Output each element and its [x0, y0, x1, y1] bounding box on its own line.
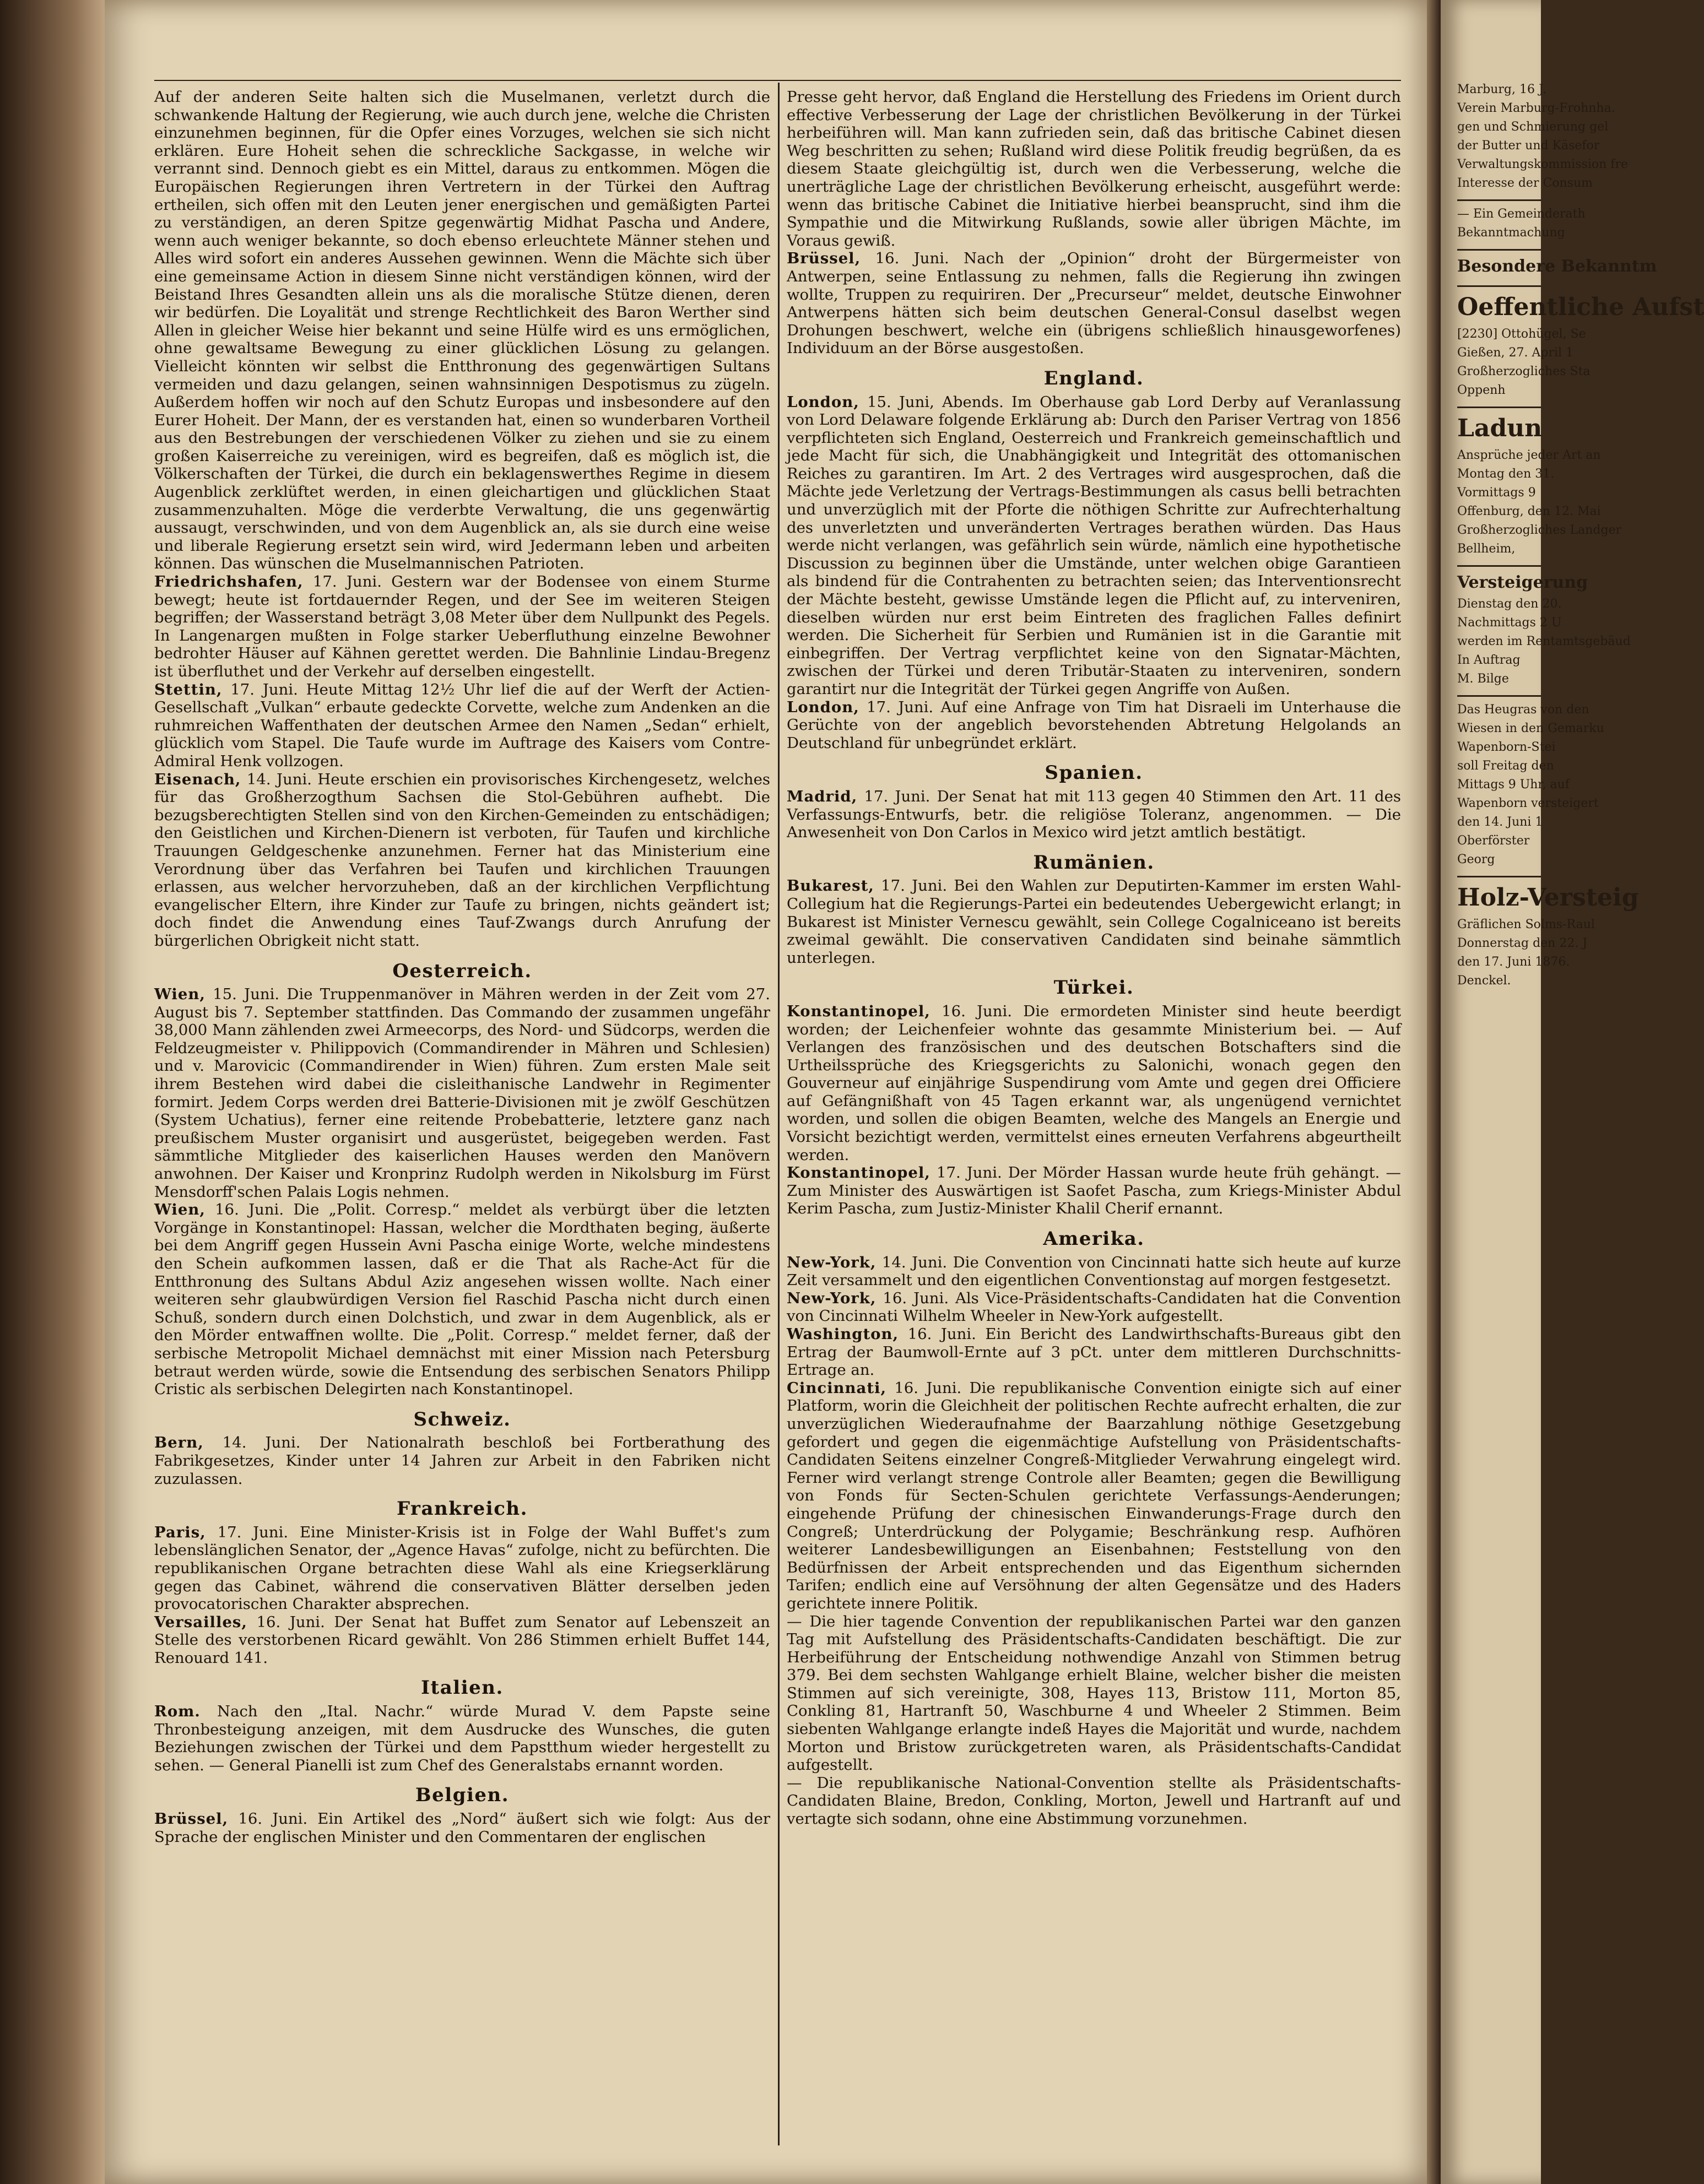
article-paragraph [787, 1164, 1401, 1218]
adjacent-text: Holz-Versteig [1457, 884, 1639, 912]
adjacent-text: Großherzogliches Landger [1457, 523, 1622, 537]
adjacent-text: soll Freitag den [1457, 759, 1554, 773]
adjacent-text: Das Heugras von den [1457, 703, 1589, 717]
dateline: Versailles, [154, 1613, 247, 1631]
article-paragraph [787, 788, 1401, 842]
adjacent-text: Donnerstag den 22. J [1457, 936, 1588, 950]
section-heading: Spanien. [1045, 762, 1143, 784]
adjacent-line [1441, 936, 1588, 950]
adjacent-line [1441, 740, 1556, 754]
article-text: 16. Juni. Als Vice-Präsidentschafts-Candidaten hat die Convention von Cincinnati Wilhelm Wheeler in New-York aufgestellt. [787, 1289, 1401, 1325]
adjacent-text: In Auftrag [1457, 653, 1521, 667]
adjacent-rule [1441, 245, 1541, 255]
article-text: 16. Juni. Nach der „Opinion“ droht der Bürgermeister von Antwerpen, seine Entlassung zu nehmen, falls die Regierung ihn zwingen wollte, Truppen zu requiriren. Der „Precurseur“ meldet, deutsche Einwohner Antwerpens hätten sich beim deutschen General-Consul daselbst wegen Drohungen beschwert, welche ein (übrigens schließlich hinausgeworfenes) Individuum an der Börse ausgestoßen. [787, 250, 1401, 357]
dateline: Konstantinopel, [787, 1002, 931, 1020]
adjacent-text: werden im Rentamtsgebäud [1457, 635, 1631, 648]
dateline: Eisenach, [154, 770, 241, 788]
dateline: Rom. [154, 1703, 201, 1721]
adjacent-line [1441, 176, 1593, 190]
section-heading: Schweiz. [413, 1408, 511, 1430]
dateline: Brüssel, [787, 250, 861, 268]
adjacent-line [1441, 448, 1601, 462]
adjacent-line [1441, 573, 1588, 593]
adjacent-line [1441, 918, 1595, 931]
adjacent-line [1441, 365, 1591, 378]
adjacent-rule [1441, 691, 1541, 701]
adjacent-line [1441, 722, 1604, 735]
adjacent-line [1441, 616, 1562, 630]
adjacent-text: Gräflichen Solms-Raul [1457, 918, 1595, 931]
adjacent-text: gen und Schmierung gel [1457, 120, 1609, 134]
top-rule [154, 80, 1401, 81]
adjacent-text: Interesse der Consum [1457, 176, 1593, 190]
dateline: Konstantinopel, [787, 1164, 931, 1182]
adjacent-line [1441, 158, 1628, 171]
adjacent-line [1441, 759, 1554, 773]
adjacent-line [1441, 884, 1639, 912]
article-paragraph [787, 1289, 1401, 1325]
adjacent-line [1441, 139, 1600, 153]
article-text: Presse geht hervor, daß England die Herstellung des Friedens im Orient durch effective Verbesserung der Lage der christlichen Bevölkerung in der Türkei herbeiführen will. Man kann zufrieden sein, daß das britische Cabinet diesen Weg beschritten zu sehen; Rußland wird diese Politik freudig begrüßen, da es diesem Staate gleichgültig ist, durch wen die Verbesserung, welche die unerträgliche Lage der christlichen Bevölkerung erheischt, ausgeführt werde: wenn das britische Cabinet die Initiative hierbei beansprucht, sind ihm die Sympathie und die Mitwirkung Rußlands, sowie aller übrigen Mächte, im Voraus gewiß. [787, 88, 1401, 250]
adjacent-text: Verein Marburg-Frohnha. [1457, 101, 1615, 115]
adjacent-text: Versteigerung [1457, 573, 1588, 592]
adjacent-line [1441, 853, 1541, 866]
article-paragraph [154, 573, 770, 681]
dateline: Bern, [154, 1434, 204, 1452]
adjacent-text: Montag den 31. [1457, 467, 1555, 481]
article-text: 17. Juni. Gestern war der Bodensee von einem Sturme bewegt; heute ist fortdauernder Regen, und der See im weiteren Steigen begriffen; der Wasserstand beträgt 3,08 Meter über dem Nullpunkt des Pegels. In Langenargen mußten in Folge starker Ueberfluthung einzelne Bewohner bedrohter Häuser auf Kähnen gerettet werden. Die Bahnlinie Lindau-Bregenz ist überfluthet und der Verkehr auf derselben eingestellt. [154, 573, 770, 680]
article-paragraph [154, 88, 770, 573]
article-text: — Die hier tagende Convention der republikanischen Partei war den ganzen Tag mit Aufstellung des Präsidentschafts-Candidaten beschäftigt. Die zur Herbeiführung der Entscheidung nothwendige Anzahl von Stimmen betrug 379. Bei dem sechsten Wahlgange erhielt Blaine, welcher bisher die meisten Stimmen auf sich vereinigte, 308, Hayes 113, Bristow 111, Morton 85, Conkling 81, Hartranft 50, Waschburne 4 und Wheeler 2 Stimmen. Beim siebenten Wahlgange erlangte indeß Hayes die Majorität und wurde, nachdem Morton und Bristow zurückgetreten waren, als Präsidentschafts-Candidat aufgestellt. [787, 1612, 1401, 1774]
article-text: 16. Juni. Die ermordeten Minister sind heute beerdigt worden; der Leichenfeier wohnte das gesammte Ministerium bei. — Auf Verlangen des französischen und des deutschen Botschafters sind die Urtheilssprüche des Kriegsgerichts zu Salonichi, wonach gegen den Gouverneur auf einjährige Suspendirung vom Amte und gegen drei Officiere auf Gefängnißhaft von 45 Tagen erkannt war, als ungenügend vernichtet worden, und sollen die obigen Beamten, welche des Mangels an Energie und Vorsicht bezichtigt werden, vermittelst eines erneuten Verfahrens abgeurtheilt werden. [787, 1002, 1402, 1164]
adjacent-text: Denckel. [1457, 974, 1511, 988]
article-paragraph [787, 1002, 1401, 1164]
adjacent-line [1441, 226, 1565, 240]
article-text: 14. Juni. Der Nationalrath beschloß bei Fortberathung des Fabrikgesetzes, Kinder unter 14 Jahren zur Arbeit in den Fabriken nicht zuzulassen. [154, 1434, 771, 1488]
section-heading: Amerika. [1043, 1228, 1145, 1250]
article-text: 15. Juni, Abends. Im Oberhause gab Lord Derby auf Veranlassung von Lord Delaware folgende Erklärung ab: Durch den Pariser Vertrag von 1856 verpflichteten sich England, Oesterreich und Frankreich gemeinschaftlich und jede Macht für sich, die Unabhängigkeit und Integrität des ottomanischen Reiches zu garantiren. Im Art. 2 des Vertrages wird ausgesprochen, daß die Mächte jede Verletzung der Vertrags-Bestimmungen als casus belli betrachten und unverzüglich mit der Pforte die nöthigen Schritte zur Aufrechterhaltung des unverletzten und unveränderten Vertrages berathen würden. Das Haus werde nicht verlangen, was gefährlich sein würde, nämlich eine hypothetische Discussion zu beginnen über die Umstände, unter welchen obige Garantieen als bindend für die Contrahenten zu betrachten seien; das Interventionsrecht der Mächte besteht, gewisse Umstände legen die Pflicht auf, zu interveniren, dieselben würden nur erst beim Eintreten des fraglichen Falles definirt werden. Die Sicherheit für Serbien und Rumänien ist in die Garantie mit einbegriffen. Der Vertrag verpflichtet keine von den Signatar-Mächten, zwischen der Türkei und deren Tributär-Staaten zu interveniren, sondern garantirt nur die Integrität der Türkei gegen Angriffe von Außen. [787, 393, 1401, 698]
article-text: 14. Juni. Die Convention von Cincinnati hatte sich heute auf kurze Zeit versammelt und den eigentlichen Conventionstag auf morgen festgesetzt. [787, 1253, 1401, 1289]
adjacent-line [1441, 703, 1589, 717]
article-paragraph [154, 1810, 770, 1846]
adjacent-line [1441, 293, 1704, 322]
article-paragraph [787, 250, 1401, 357]
adjacent-text: [2230] Ottohügel, Se [1457, 327, 1586, 341]
section-heading: Italien. [421, 1677, 504, 1699]
adjacent-rule [1441, 195, 1541, 205]
article-paragraph [787, 1379, 1401, 1613]
article-paragraph [154, 681, 770, 771]
article-text: 16. Juni. Die „Polit. Corresp.“ meldet als verbürgt über die letzten Vorgänge in Konstantinopel: Hassan, welcher die Mordthaten beging, äußerte bei dem Angriff gegen Hussein Avni Pascha einige Worte, welche mindestens den Schein aufkommen lassen, daß er die That als Rache-Act für die Entthronung des Sultans Abdul Aziz angesehen wissen wollte. Nach einer weiteren sehr glaubwürdigen Version fiel Raschid Pascha nicht durch einen Schuß, sondern durch einen Dolchstich, und zwar in dem Augenblick, als er den Mörder entwaffnen wollte. Die „Polit. Corresp.“ meldet ferner, daß der serbische Metropolit Michael demnächst mit einer Mission nach Petersburg betraut werden würde, sowie die Entsendung des serbischen Senators Philipp Cristic als serbischen Delegirten nach Konstantinopel. [154, 1201, 770, 1399]
section-heading: England. [1043, 367, 1144, 389]
right-column [787, 88, 1401, 2140]
adjacent-text: — Ein Gemeinderath [1457, 207, 1586, 221]
dateline: Bukarest, [787, 877, 874, 895]
article-text: 16. Juni. Ein Artikel des „Nord“ äußert sich wie folgt: Aus der Sprache der englischen Minister und den Commentaren der englischen [154, 1810, 770, 1846]
adjacent-rule [1441, 561, 1541, 571]
adjacent-rule [1441, 871, 1541, 882]
adjacent-page [1441, 0, 1704, 2184]
adjacent-text: Vormittags 9 [1457, 486, 1536, 500]
adjacent-line [1441, 346, 1574, 360]
article-paragraph [787, 393, 1401, 698]
adjacent-text: Verwaltungskommission fre [1457, 158, 1628, 171]
adjacent-line [1441, 414, 1541, 443]
column-divider [778, 83, 780, 2145]
dateline: New-York, [787, 1253, 877, 1271]
left-column [154, 88, 770, 2140]
adjacent-text: Besondere Bekanntm [1457, 257, 1657, 276]
adjacent-line [1441, 778, 1570, 792]
adjacent-text: Ansprüche jeder Art an [1457, 448, 1601, 462]
adjacent-line [1441, 383, 1541, 397]
section-heading: Rumänien. [1033, 851, 1155, 874]
adjacent-text: Gießen, 27. April 1 [1457, 346, 1574, 360]
dateline: London, [787, 698, 859, 716]
dateline: London, [787, 393, 859, 411]
adjacent-text: der Butter und Käsefor [1457, 139, 1600, 153]
adjacent-text: Mittags 9 Uhr, auf [1457, 778, 1570, 792]
adjacent-line [1441, 796, 1599, 810]
adjacent-line [1441, 120, 1609, 134]
adjacent-line [1441, 505, 1601, 518]
adjacent-line [1441, 486, 1541, 500]
article-paragraph [154, 1703, 770, 1774]
dateline: Paris, [154, 1523, 206, 1541]
adjacent-line [1441, 597, 1562, 611]
article-text: 17. Juni. Heute Mittag 12½ Uhr lief die auf der Werft der Actien-Gesellschaft „Vulkan“ erbaute gedeckte Corvette, welche zum Andenken an die ruhmreichen Waffenthaten der deutschen Armee den Namen „Sedan“ erhielt, glücklich vom Stapel. Die Taufe wurde im Auftrage des Kaisers vom Contre-Admiral Henk vollzogen. [154, 680, 770, 770]
dateline: Wien, [154, 985, 205, 1004]
article-paragraph [154, 1434, 770, 1488]
adjacent-line [1441, 542, 1541, 556]
adjacent-text: Großherzogliches Sta [1457, 365, 1591, 378]
section-heading: Belgien. [415, 1784, 510, 1807]
adjacent-text: Dienstag den 20. [1457, 597, 1562, 611]
adjacent-line [1441, 635, 1631, 648]
article-paragraph [787, 1613, 1401, 1774]
adjacent-line [1441, 815, 1541, 829]
article-paragraph [154, 771, 770, 950]
article-paragraph [154, 985, 770, 1201]
article-text: — Die republikanische National-Convention stellte als Präsidentschafts-Candidaten Blaine, Bredon, Conkling, Morton, Jewell und Hartranft auf und vertagte sich sodann, ohne eine Abstimmung vorzunehmen. [787, 1774, 1401, 1828]
adjacent-line [1441, 672, 1541, 686]
article-text: 16. Juni. Ein Bericht des Landwirthschafts-Bureaus gibt den Ertrag der Baumwoll-Ernte auf 3 pCt. unter dem mittleren Durchschnitts-Ertrage an. [787, 1325, 1401, 1379]
article-text: 15. Juni. Die Truppenmanöver in Mähren werden in der Zeit vom 27. August bis 7. September stattfinden. Das Commando der zusammen ungefähr 38,000 Mann zählenden zwei Armeecorps, des Nord- und Südcorps, werden die Feldzeugmeister v. Philippovich (Commandirender in Mähren und Schlesien) und v. Marovicic (Commandirender in Wien) führen. Zum ersten Male seit ihrem Bestehen wird dabei die cisleithanische Landwehr in Regimenter formirt. Jedem Corps werden drei Batterie-Divisionen mit je zwölf Geschützen (System Uchatius), ferner eine reitende Probebatterie, letztere ganz nach preußischem Muster organisirt und ausgerüstet, beigegeben werden. Fast sämmtliche Mitglieder des kaiserlichen Hauses werden den Manövern anwohnen. Der Kaiser und Kronprinz Rudolph werden in Nikolsburg im Fürst Mensdorff'schen Palais Logis nehmen. [154, 985, 770, 1201]
article-paragraph [154, 1613, 770, 1667]
adjacent-line [1441, 257, 1657, 277]
dateline: Brüssel, [154, 1810, 229, 1828]
article-paragraph [787, 877, 1401, 967]
adjacent-text: den 14. Juni 1 [1457, 815, 1543, 829]
adjacent-line [1441, 834, 1541, 848]
section-heading: Türkei. [1053, 977, 1134, 999]
adjacent-line [1441, 101, 1615, 115]
adjacent-line [1441, 974, 1541, 988]
adjacent-text: Wapenborn versteigert [1457, 796, 1599, 810]
dateline: Washington, [787, 1325, 899, 1343]
dateline: Cincinnati, [787, 1379, 887, 1397]
article-paragraph [787, 698, 1401, 752]
adjacent-line [1441, 467, 1555, 481]
section-heading: Frankreich. [397, 1498, 528, 1520]
dateline: New-York, [787, 1289, 877, 1307]
adjacent-text: Bellheim, [1457, 542, 1516, 556]
section-heading: Oesterreich. [392, 960, 532, 982]
article-text: 17. Juni. Der Senat hat mit 113 gegen 40 Stimmen den Art. 11 des Verfassungs-Entwurfs, betr. die religiöse Toleranz, angenommen. — Die Anwesenheit von Don Carlos in Mexico wird jetzt amtlich bestätigt. [787, 787, 1401, 842]
article-paragraph [787, 1254, 1401, 1289]
dateline: Wien, [154, 1201, 205, 1219]
article-paragraph [154, 1201, 770, 1399]
dateline: Madrid, [787, 787, 858, 805]
adjacent-text: den 17. Juni 1876. [1457, 955, 1570, 969]
adjacent-line [1441, 523, 1622, 537]
article-paragraph [787, 88, 1401, 250]
adjacent-line [1441, 207, 1586, 221]
adjacent-text: Georg [1457, 853, 1495, 866]
article-paragraph [154, 1524, 770, 1613]
adjacent-rule [1441, 402, 1541, 413]
adjacent-line [1441, 955, 1570, 969]
adjacent-rule [1441, 281, 1541, 291]
article-text: 16. Juni. Der Senat hat Buffet zum Senator auf Lebenszeit an Stelle des verstorbenen Ricard gewählt. Von 286 Stimmen erhielt Buffet 144, Renouard 141. [154, 1613, 770, 1667]
adjacent-text: Oeffentliche Aufst [1457, 293, 1704, 321]
adjacent-text: Oberförster [1457, 834, 1530, 848]
article-paragraph [787, 1325, 1401, 1379]
adjacent-line [1441, 83, 1547, 96]
article-text: 16. Juni. Die republikanische Convention einigte sich auf einer Platform, worin die Gleichheit der politischen Rechte aufrecht erhalten, die zur unverzüglichen Wiederaufnahme der Baarzahlung nöthige Gesetzgebung gefordert und gegen die eigenmächtige Aufstellung von Präsidentschafts-Candidaten Seitens einzelner Congreß-Mitglieder Verwahrung eingelegt wird. Ferner wird verlangt strenge Controle aller Beamten; gegen die Bewilligung von Fonds für Secten-Schulen gerichtete Verfassungs-Aenderungen; eingehende Prüfung der chinesischen Einwanderungs-Frage durch den Congreß; Unterdrückung der Polygamie; Beschränkung resp. Aufhören weiterer Landesbewilligungen an Eisenbahnen; Feststellung von den Bedürfnissen der Arbeit entsprechenden und das Eigenthum sichernden Tarifen; endlich eine auf Versöhnung der alten Gegensätze und des Haders gerichtete innere Politik. [787, 1379, 1402, 1612]
article-text: 17. Juni. Bei den Wahlen zur Deputirten-Kammer im ersten Wahl-Collegium hat die Regierungs-Partei ein bedeutendes Uebergewicht erlangt; in Bukarest ist Minister Vernescu gewählt, sein College Cogalniceano ist bereits zweimal gewählt. Die conservativen Candidaten sind beinahe sämmtlich unterlegen. [787, 877, 1401, 967]
article-text: 17. Juni. Eine Minister-Krisis ist in Folge der Wahl Buffet's zum lebenslänglichen Senator, der „Agence Havas“ zufolge, nicht zu befürchten. Die republikanischen Organe betrachten diese Wahl als eine Kriegserklärung gegen das Cabinet, während die conservativen Blätter derselben jeden provocatorischen Charakter absprechen. [154, 1523, 770, 1613]
adjacent-text: Nachmittags 2 U [1457, 616, 1562, 630]
article-text: Auf der anderen Seite halten sich die Muselmanen, verletzt durch die schwankende Haltung der Regierung, wie auch durch jene, welche die Christen einzunehmen beginnen, für die Opfer eines Vorzuges, welchen sie sich nicht erklären. Eure Hoheit sehen die schreckliche Sackgasse, in welche wir verrannt sind. Dennoch giebt es ein Mittel, daraus zu entkommen. Mögen die Europäischen Regierungen ihren Vertretern in der Türkei den Auftrag ertheilen, sich offen mit den Leuten jener energischen und gemäßigten Partei zu verständigen, an deren Spitze gegenwärtig Midhat Pascha und Andere, wenn auch weniger bekannte, so doch ebenso erleuchtete Männer stehen und Alles wird sofort ein anderes Aussehen gewinnen. Wenn die Mächte sich über eine gemeinsame Action in diesem Sinne nicht verständigen können, wird der Beistand Ihres Gesandten allein uns als die moralische Stütze dienen, deren wir bedürfen. Die Loyalität und strenge Rechtlichkeit des Baron Werther sind Allen in gleicher Weise hier bekannt und seine Hülfe wird es uns ermöglichen, ohne gewaltsame Bewegung zu einer glücklichen Lösung zu gelangen. Vielleicht könnten wir selbst die Entthronung des gegenwärtigen Sultans vermeiden und dazu gelangen, seinen wahnsinnigen Despotismus zu zügeln. Außerdem hoffen wir noch auf den Schutz Europas und insbesondere auf den Eurer Hoheit. Der Mann, der es verstanden hat, einen so wunderbaren Vortheil aus den Bestrebungen der verschiedenen Völker zu ziehen und sie zu einem großen Kaiserreiche zu vereinigen, wird es begreifen, daß es möglich ist, die Völkerschaften der Türkei, die durch ein beklagenswerthes Regime in diesem Augenblick zerklüftet werden, in einen gleichartigen und glücklichen Staat zusammenzuhalten. Möge die verderbte Verwaltung, die uns gegenwärtig aussaugt, verschwinden, und von dem Augenblick an, als sie durch eine weise und liberale Regierung ersetzt sein wird, wird Jedermann leben und arbeiten können. Das wünschen die Muselmannischen Patrioten. [154, 88, 770, 573]
article-text: 17. Juni. Der Mörder Hassan wurde heute früh gehängt. — Zum Minister des Auswärtigen ist Saofet Pascha, zum Kriegs-Minister Abdul Kerim Pascha, zum Justiz-Minister Khalil Cherif ernannt. [787, 1164, 1401, 1218]
dateline: Stettin, [154, 680, 223, 698]
article-text: 14. Juni. Heute erschien ein provisorisches Kirchengesetz, welches für das Großherzogthum Sachsen die Stol-Gebühren aufhebt. Die bezugsberechtigten Stellen sind von den Kirchen-Gemeinden zu entschädigen; den Geistlichen und Kirchen-Dienern ist verboten, für Taufen und kirchliche Trauungen Geldgeschenke anzunehmen. Ferner hat das Ministerium eine Verordnung über das Verfahren bei Taufen und kirchlichen Trauungen erlassen, aus welcher hervorzuheben, daß an der kirchlichen Verpflichtung evangelischer Eltern, ihre Kinder zur Taufe zu bringen, nichts geändert ist; doch findet die Anwendung eines Tauf-Zwangs durch Anrufung der bürgerlichen Obrigkeit nicht statt. [154, 770, 770, 950]
adjacent-text: M. Bilge [1457, 672, 1509, 686]
adjacent-text: Oppenh [1457, 383, 1506, 397]
article-text: Nach den „Ital. Nachr.“ würde Murad V. dem Papste seine Thronbesteigung anzeigen, mit dem Ausdrucke des Wunsches, die guten Beziehungen zwischen der Türkei und dem Papstthum wieder hergestellt zu sehen. — General Pianelli ist zum Chef des Generalstabs ernannt worden. [154, 1703, 770, 1774]
article-text: 17. Juni. Auf eine Anfrage von Tim hat Disraeli im Unterhause die Gerüchte von der angeblich bevorstehenden Abtretung Helgolands an Deutschland für unbegründet erklärt. [787, 698, 1401, 752]
article-paragraph [787, 1774, 1401, 1828]
adjacent-line [1441, 653, 1541, 667]
adjacent-text: Ladun [1457, 414, 1543, 442]
adjacent-text: Offenburg, den 12. Mai [1457, 505, 1601, 518]
adjacent-text: Wapenborn-Stei [1457, 740, 1556, 754]
page-gutter [1427, 0, 1441, 2184]
adjacent-line [1441, 327, 1586, 341]
book-binding [0, 0, 105, 2184]
adjacent-text: Marburg, 16 J. [1457, 83, 1547, 96]
adjacent-text: Bekanntmachung [1457, 226, 1565, 240]
dateline: Friedrichshafen, [154, 573, 304, 591]
adjacent-text: Wiesen in den Gemarku [1457, 722, 1604, 735]
